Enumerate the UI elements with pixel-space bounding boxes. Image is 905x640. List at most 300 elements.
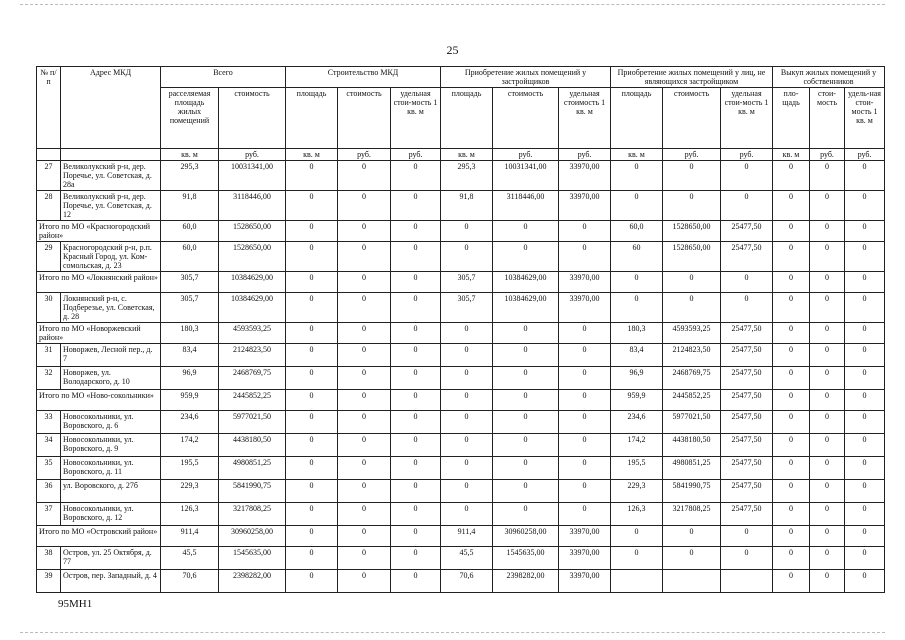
- units-cell: руб.: [391, 149, 441, 161]
- value-cell: 959,9: [611, 390, 663, 411]
- value-cell: 10031341,00: [219, 161, 286, 191]
- value-cell: 0: [773, 367, 810, 390]
- sub-header: площадь: [441, 88, 493, 149]
- value-cell: 0: [810, 547, 845, 570]
- value-cell: 0: [721, 191, 773, 221]
- table-row: [37, 191, 885, 221]
- value-cell: 25477,50: [721, 242, 773, 272]
- value-cell: 91,8: [161, 191, 219, 221]
- value-cell: 0: [338, 367, 391, 390]
- value-cell: 0: [391, 272, 441, 293]
- table-row: [37, 457, 885, 480]
- row-number: 36: [37, 480, 61, 503]
- value-cell: 0: [286, 367, 338, 390]
- value-cell: 1528650,00: [219, 221, 286, 242]
- value-cell: 0: [773, 526, 810, 547]
- value-cell: 70,6: [441, 570, 493, 593]
- value-cell: 0: [773, 547, 810, 570]
- value-cell: 0: [773, 272, 810, 293]
- value-cell: 0: [286, 161, 338, 191]
- value-cell: 0: [810, 480, 845, 503]
- subtotal-label: Итого по МО «Красногородский район»: [37, 221, 161, 242]
- units-cell: [37, 149, 61, 161]
- value-cell: 10384629,00: [219, 293, 286, 323]
- top-dashed-rule: [20, 4, 885, 5]
- value-cell: 0: [338, 242, 391, 272]
- value-cell: 126,3: [161, 503, 219, 526]
- value-cell: 33970,00: [559, 293, 611, 323]
- value-cell: 0: [391, 344, 441, 367]
- value-cell: 0: [493, 503, 559, 526]
- table-row: [37, 480, 885, 503]
- table-row: [37, 570, 885, 593]
- table-row: [37, 547, 885, 570]
- value-cell: 0: [773, 293, 810, 323]
- value-cell: 0: [845, 457, 885, 480]
- bottom-dashed-rule: [20, 632, 885, 633]
- value-cell: 4593593,25: [663, 323, 721, 344]
- value-cell: 1528650,00: [663, 221, 721, 242]
- value-cell: 60,0: [161, 221, 219, 242]
- value-cell: 0: [663, 293, 721, 323]
- value-cell: 0: [493, 434, 559, 457]
- value-cell: 0: [611, 161, 663, 191]
- row-number: 30: [37, 293, 61, 323]
- resettlement-table: [36, 66, 885, 593]
- value-cell: 0: [845, 367, 885, 390]
- value-cell: 0: [810, 344, 845, 367]
- value-cell: 10384629,00: [219, 272, 286, 293]
- value-cell: 60: [611, 242, 663, 272]
- units-cell: [61, 149, 161, 161]
- value-cell: 0: [493, 344, 559, 367]
- units-cell: кв. м: [611, 149, 663, 161]
- value-cell: 0: [286, 191, 338, 221]
- value-cell: 33970,00: [559, 547, 611, 570]
- value-cell: 0: [810, 272, 845, 293]
- value-cell: 0: [286, 434, 338, 457]
- units-row: [37, 149, 885, 161]
- address-cell: Новосокольники, ул. Воровского, д. 6: [61, 411, 161, 434]
- value-cell: 0: [810, 242, 845, 272]
- value-cell: 33970,00: [559, 191, 611, 221]
- units-cell: руб.: [663, 149, 721, 161]
- value-cell: 0: [810, 526, 845, 547]
- value-cell: 0: [441, 367, 493, 390]
- subtotal-label: Итого по МО «Локнянский район»: [37, 272, 161, 293]
- value-cell: 33970,00: [559, 570, 611, 593]
- subtotal-label: Итого по МО «Новоржевский район»: [37, 323, 161, 344]
- value-cell: 2124823,50: [663, 344, 721, 367]
- value-cell: 3118446,00: [219, 191, 286, 221]
- value-cell: 3217808,25: [663, 503, 721, 526]
- value-cell: 0: [286, 480, 338, 503]
- value-cell: 96,9: [611, 367, 663, 390]
- value-cell: 2468769,75: [663, 367, 721, 390]
- value-cell: 0: [845, 323, 885, 344]
- value-cell: 0: [286, 293, 338, 323]
- subtotal-label: Итого по МО «Островский район»: [37, 526, 161, 547]
- value-cell: 229,3: [611, 480, 663, 503]
- address-cell: Новоржев, Лесной пер., д. 7: [61, 344, 161, 367]
- value-cell: 2398282,00: [493, 570, 559, 593]
- value-cell: 0: [845, 344, 885, 367]
- value-cell: 25477,50: [721, 480, 773, 503]
- value-cell: 0: [559, 344, 611, 367]
- sub-header: стоимость: [663, 88, 721, 149]
- value-cell: 174,2: [611, 434, 663, 457]
- value-cell: 0: [663, 191, 721, 221]
- sub-header: стоимость: [338, 88, 391, 149]
- value-cell: 45,5: [161, 547, 219, 570]
- table-row: [37, 411, 885, 434]
- value-cell: 0: [338, 457, 391, 480]
- value-cell: 25477,50: [721, 390, 773, 411]
- value-cell: 0: [441, 390, 493, 411]
- table-row: [37, 434, 885, 457]
- value-cell: 5841990,75: [219, 480, 286, 503]
- value-cell: 0: [338, 344, 391, 367]
- value-cell: 60,0: [611, 221, 663, 242]
- value-cell: 0: [773, 411, 810, 434]
- value-cell: 45,5: [441, 547, 493, 570]
- value-cell: 0: [391, 191, 441, 221]
- value-cell: 0: [559, 434, 611, 457]
- value-cell: 0: [773, 390, 810, 411]
- sub-header: стои-мость: [810, 88, 845, 149]
- value-cell: [721, 570, 773, 593]
- units-cell: кв. м: [773, 149, 810, 161]
- value-cell: 10384629,00: [493, 272, 559, 293]
- address-cell: Великолукский р-н, дер. Поречье, ул. Советская, д. 12: [61, 191, 161, 221]
- value-cell: 96,9: [161, 367, 219, 390]
- sub-header: площадь: [286, 88, 338, 149]
- value-cell: 0: [493, 390, 559, 411]
- col-address-header: Адрес МКД: [61, 67, 161, 149]
- value-cell: 0: [773, 221, 810, 242]
- subtotal-label: Итого по МО «Ново-сокольники»: [37, 390, 161, 411]
- value-cell: 0: [391, 221, 441, 242]
- value-cell: 0: [810, 323, 845, 344]
- address-cell: Локнянский р-н, с. Подберезье, ул. Советская, д. 28: [61, 293, 161, 323]
- value-cell: 0: [810, 221, 845, 242]
- value-cell: 0: [810, 411, 845, 434]
- value-cell: 0: [391, 480, 441, 503]
- address-cell: Красногородский р-н, р.п. Красный Город, ул. Ком-сомольская, д. 23: [61, 242, 161, 272]
- value-cell: 0: [559, 242, 611, 272]
- value-cell: 0: [286, 457, 338, 480]
- value-cell: 0: [493, 411, 559, 434]
- value-cell: 1545635,00: [219, 547, 286, 570]
- value-cell: 0: [391, 434, 441, 457]
- value-cell: [663, 570, 721, 593]
- value-cell: 60,0: [161, 242, 219, 272]
- value-cell: 0: [845, 293, 885, 323]
- value-cell: 911,4: [441, 526, 493, 547]
- value-cell: 0: [611, 293, 663, 323]
- value-cell: 0: [810, 367, 845, 390]
- units-cell: кв. м: [441, 149, 493, 161]
- value-cell: 0: [773, 323, 810, 344]
- value-cell: 0: [773, 191, 810, 221]
- value-cell: 30960258,00: [493, 526, 559, 547]
- page-number: 25: [446, 43, 459, 57]
- table-row: [37, 344, 885, 367]
- value-cell: 0: [338, 323, 391, 344]
- value-cell: 234,6: [611, 411, 663, 434]
- value-cell: 180,3: [611, 323, 663, 344]
- address-cell: Новосокольники, ул. Воровского, д. 9: [61, 434, 161, 457]
- row-number: 32: [37, 367, 61, 390]
- value-cell: 911,4: [161, 526, 219, 547]
- value-cell: 0: [663, 161, 721, 191]
- value-cell: 70,6: [161, 570, 219, 593]
- value-cell: 0: [338, 293, 391, 323]
- value-cell: 10031341,00: [493, 161, 559, 191]
- value-cell: 0: [773, 344, 810, 367]
- row-number: 29: [37, 242, 61, 272]
- address-cell: Великолукский р-н, дер. Поречье, ул. Советская, д. 28а: [61, 161, 161, 191]
- sub-header: стоимость: [493, 88, 559, 149]
- value-cell: 0: [559, 480, 611, 503]
- value-cell: 0: [391, 390, 441, 411]
- value-cell: 0: [286, 221, 338, 242]
- value-cell: 2468769,75: [219, 367, 286, 390]
- value-cell: 4980851,25: [663, 457, 721, 480]
- value-cell: 0: [721, 161, 773, 191]
- value-cell: 0: [773, 457, 810, 480]
- value-cell: 0: [338, 221, 391, 242]
- value-cell: 0: [286, 344, 338, 367]
- sub-header: удельная стои-мость 1 кв. м: [391, 88, 441, 149]
- value-cell: 0: [810, 457, 845, 480]
- value-cell: 33970,00: [559, 161, 611, 191]
- table-row: [37, 242, 885, 272]
- value-cell: 0: [391, 367, 441, 390]
- sub-header: стоимость: [219, 88, 286, 149]
- subtotal-row: [37, 221, 885, 242]
- sub-header: удельная стои-мость 1 кв. м: [721, 88, 773, 149]
- value-cell: 0: [559, 367, 611, 390]
- value-cell: 0: [441, 221, 493, 242]
- value-cell: 0: [845, 434, 885, 457]
- value-cell: 0: [441, 344, 493, 367]
- value-cell: 0: [810, 293, 845, 323]
- value-cell: 0: [773, 570, 810, 593]
- value-cell: 0: [845, 503, 885, 526]
- value-cell: 0: [845, 570, 885, 593]
- value-cell: 0: [286, 323, 338, 344]
- value-cell: 0: [810, 434, 845, 457]
- value-cell: 0: [721, 526, 773, 547]
- value-cell: 0: [391, 293, 441, 323]
- sub-header: удельная стоимость 1 кв. м: [559, 88, 611, 149]
- value-cell: 0: [338, 503, 391, 526]
- value-cell: 0: [845, 161, 885, 191]
- group-developer-purchase-header: Приобретение жилых помещений у застройщиков: [441, 67, 611, 88]
- value-cell: 0: [493, 242, 559, 272]
- value-cell: 3118446,00: [493, 191, 559, 221]
- value-cell: 83,4: [161, 344, 219, 367]
- row-number: 33: [37, 411, 61, 434]
- value-cell: 0: [773, 242, 810, 272]
- document-code: 95МН1: [58, 598, 93, 610]
- subtotal-row: [37, 526, 885, 547]
- value-cell: 0: [845, 411, 885, 434]
- value-cell: 0: [286, 272, 338, 293]
- group-buyout-header: Выкуп жилых помещений у собственников: [773, 67, 885, 88]
- value-cell: 0: [845, 547, 885, 570]
- value-cell: 0: [391, 411, 441, 434]
- value-cell: 0: [773, 161, 810, 191]
- col-num-header: № п/п: [37, 67, 61, 149]
- sub-header: площадь: [611, 88, 663, 149]
- units-cell: руб.: [810, 149, 845, 161]
- value-cell: 0: [810, 161, 845, 191]
- value-cell: 0: [493, 457, 559, 480]
- value-cell: 0: [391, 323, 441, 344]
- value-cell: 0: [441, 242, 493, 272]
- value-cell: 5977021,50: [219, 411, 286, 434]
- value-cell: 0: [391, 526, 441, 547]
- units-cell: руб.: [559, 149, 611, 161]
- address-cell: Новосокольники, ул. Воровского, д. 12: [61, 503, 161, 526]
- value-cell: 3217808,25: [219, 503, 286, 526]
- value-cell: 295,3: [441, 161, 493, 191]
- value-cell: 0: [611, 547, 663, 570]
- value-cell: 0: [611, 526, 663, 547]
- value-cell: 0: [391, 503, 441, 526]
- value-cell: 5841990,75: [663, 480, 721, 503]
- value-cell: 0: [338, 272, 391, 293]
- value-cell: 0: [845, 242, 885, 272]
- units-cell: руб.: [721, 149, 773, 161]
- value-cell: 0: [773, 480, 810, 503]
- value-cell: 0: [391, 161, 441, 191]
- value-cell: 0: [663, 547, 721, 570]
- value-cell: 0: [810, 390, 845, 411]
- value-cell: 0: [493, 323, 559, 344]
- value-cell: 0: [845, 526, 885, 547]
- value-cell: 0: [559, 503, 611, 526]
- value-cell: 0: [810, 503, 845, 526]
- value-cell: 25477,50: [721, 434, 773, 457]
- table-row: [37, 367, 885, 390]
- table-body: [37, 161, 885, 593]
- value-cell: 0: [559, 390, 611, 411]
- value-cell: 0: [663, 272, 721, 293]
- value-cell: 10384629,00: [493, 293, 559, 323]
- sub-header: расселяемая площадь жилых помещений: [161, 88, 219, 149]
- value-cell: 0: [286, 411, 338, 434]
- value-cell: 25477,50: [721, 411, 773, 434]
- value-cell: 4593593,25: [219, 323, 286, 344]
- value-cell: 0: [810, 570, 845, 593]
- value-cell: 959,9: [161, 390, 219, 411]
- value-cell: 25477,50: [721, 344, 773, 367]
- value-cell: 0: [441, 434, 493, 457]
- value-cell: 174,2: [161, 434, 219, 457]
- group-total-header: Всего: [161, 67, 286, 88]
- value-cell: 5977021,50: [663, 411, 721, 434]
- row-number: 39: [37, 570, 61, 593]
- value-cell: 0: [338, 570, 391, 593]
- value-cell: 4980851,25: [219, 457, 286, 480]
- address-cell: Остров, пер. Западный, д. 4: [61, 570, 161, 593]
- value-cell: 0: [338, 434, 391, 457]
- value-cell: 25477,50: [721, 457, 773, 480]
- subtotal-row: [37, 323, 885, 344]
- row-number: 31: [37, 344, 61, 367]
- value-cell: 0: [845, 191, 885, 221]
- value-cell: 1528650,00: [219, 242, 286, 272]
- value-cell: 25477,50: [721, 221, 773, 242]
- value-cell: 305,7: [161, 272, 219, 293]
- address-cell: Новосокольники, ул. Воровского, д. 11: [61, 457, 161, 480]
- value-cell: 126,3: [611, 503, 663, 526]
- value-cell: 0: [338, 390, 391, 411]
- value-cell: 2398282,00: [219, 570, 286, 593]
- address-cell: Новоржев, ул. Володарского, д. 10: [61, 367, 161, 390]
- value-cell: 4438180,50: [663, 434, 721, 457]
- value-cell: 0: [773, 503, 810, 526]
- value-cell: 0: [441, 480, 493, 503]
- value-cell: 0: [441, 457, 493, 480]
- value-cell: 33970,00: [559, 272, 611, 293]
- value-cell: 229,3: [161, 480, 219, 503]
- value-cell: 2445852,25: [663, 390, 721, 411]
- units-cell: кв. м: [286, 149, 338, 161]
- value-cell: 0: [338, 161, 391, 191]
- value-cell: 0: [286, 526, 338, 547]
- table-row: [37, 293, 885, 323]
- value-cell: 1545635,00: [493, 547, 559, 570]
- value-cell: 0: [286, 390, 338, 411]
- header-row-subcolumns: [37, 88, 885, 149]
- group-nondeveloper-purchase-header: Приобретение жилых помещений у лиц, не являющихся застройщиком: [611, 67, 773, 88]
- value-cell: 33970,00: [559, 526, 611, 547]
- value-cell: 0: [559, 221, 611, 242]
- value-cell: 0: [286, 547, 338, 570]
- value-cell: [611, 570, 663, 593]
- value-cell: 0: [845, 390, 885, 411]
- value-cell: 0: [391, 242, 441, 272]
- value-cell: 0: [845, 272, 885, 293]
- value-cell: 91,8: [441, 191, 493, 221]
- value-cell: 0: [559, 323, 611, 344]
- value-cell: 83,4: [611, 344, 663, 367]
- value-cell: 0: [338, 480, 391, 503]
- value-cell: 0: [721, 547, 773, 570]
- value-cell: 0: [611, 272, 663, 293]
- value-cell: 30960258,00: [219, 526, 286, 547]
- value-cell: 0: [286, 570, 338, 593]
- value-cell: 2445852,25: [219, 390, 286, 411]
- units-cell: руб.: [493, 149, 559, 161]
- value-cell: 0: [493, 367, 559, 390]
- row-number: 34: [37, 434, 61, 457]
- sub-header: пло-щадь: [773, 88, 810, 149]
- table-row: [37, 161, 885, 191]
- header-row-groups: [37, 67, 885, 88]
- address-cell: ул. Воровского, д. 27б: [61, 480, 161, 503]
- value-cell: 195,5: [161, 457, 219, 480]
- value-cell: 0: [721, 272, 773, 293]
- value-cell: 234,6: [161, 411, 219, 434]
- units-cell: руб.: [338, 149, 391, 161]
- value-cell: 0: [338, 191, 391, 221]
- value-cell: 25477,50: [721, 323, 773, 344]
